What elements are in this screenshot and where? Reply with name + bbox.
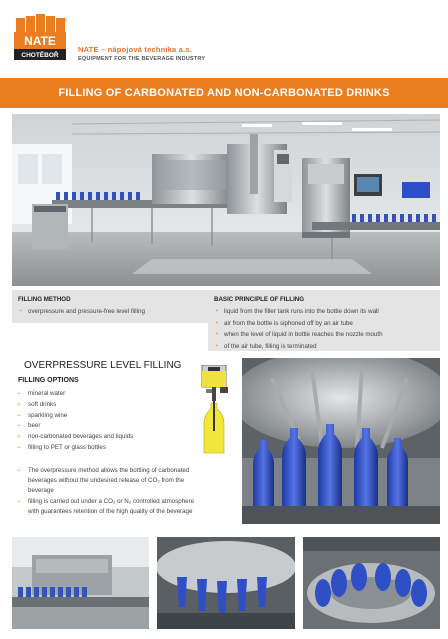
logo-registered: ® <box>63 18 67 24</box>
basic-principle-box <box>208 290 440 351</box>
company-header <box>78 45 205 62</box>
basic-principle-list <box>214 306 434 352</box>
basic-principle-heading: BASIC PRINCIPLE OF FILLING <box>214 296 305 303</box>
list-item: ▪ filling to PET or glass bottles <box>18 443 133 454</box>
section-title: OVERPRESSURE LEVEL FILLING <box>24 360 182 371</box>
capper-illustration <box>303 537 440 629</box>
line: The overpressure method allows the bottling of carbonated <box>28 467 190 474</box>
filling-method-box <box>12 290 208 323</box>
filling-options-heading: FILLING OPTIONS <box>18 377 79 384</box>
company-tagline: EQUIPMENT FOR THE BEVERAGE INDUSTRY <box>78 56 206 62</box>
filler-carousel-photo <box>242 358 440 524</box>
list-item: ▪ when the level of liquid in bottle reaches the nozzle mouth <box>214 329 434 341</box>
list-item: ▪ liquid from the filler tank runs into the bottle down its wall <box>214 306 434 318</box>
capper-photo <box>303 537 440 629</box>
list-item: ▪ air from the bottle is siphoned off by an air tube <box>214 318 434 330</box>
list-item: ▪ beer <box>18 421 133 432</box>
filling-options-list <box>18 389 133 454</box>
filling-method-heading: FILLING METHOD <box>18 296 71 303</box>
filling-line-photo <box>12 114 440 286</box>
company-name: NATE – nápojová technika a.s. <box>78 45 193 54</box>
factory-illustration <box>12 114 440 286</box>
company-logo <box>14 14 68 60</box>
line: with guarantees retention of the high quality of the beverage <box>28 508 193 515</box>
bottle-rinser-photo <box>157 537 295 629</box>
list-item: ▪ mineral water <box>18 389 133 400</box>
list-item: ▪ sparkling wine <box>18 411 133 422</box>
filling-valve-diagram <box>196 365 236 455</box>
line: filling is carried out under a CO₂ or N₂ controlled atmosphere <box>28 498 195 505</box>
controlled-atmosphere-text <box>18 497 240 517</box>
paragraph-line <box>18 497 240 517</box>
list-item: ▪ soft drinks <box>18 400 133 411</box>
logo-top-text: NATE <box>24 34 56 48</box>
logo-bottom-text: CHOTĚBOŘ <box>21 52 59 59</box>
conveyor-illustration <box>12 537 149 629</box>
overpressure-method-text <box>18 466 240 496</box>
list-item: ▪ overpressure and pressure-free level filling <box>18 306 202 318</box>
list-item: ▪ non-carbonated beverages and liquids <box>18 432 133 443</box>
valve-bottle-icon <box>196 365 236 455</box>
logo-mark <box>14 14 68 60</box>
conveyor-photo <box>12 537 149 629</box>
filler-carousel-illustration <box>242 358 440 524</box>
page-title: FILLING OF CARBONATED AND NON-CARBONATED DRINKS <box>58 87 390 99</box>
line: beverages without the undesired release of CO₂ from the <box>28 477 185 484</box>
filling-method-list <box>18 306 202 318</box>
title-banner <box>0 78 448 108</box>
list-item-continuation: ▪ of the air tube, filling is terminated <box>214 341 434 353</box>
rinser-illustration <box>157 537 295 629</box>
paragraph-line <box>18 466 240 496</box>
line: beverage <box>28 487 54 494</box>
